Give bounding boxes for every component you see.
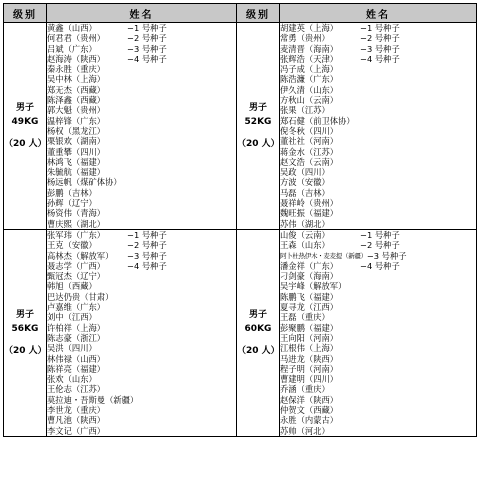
athlete-name: 张果（江苏） xyxy=(280,105,330,116)
athlete-name: 潘金祥（广东） xyxy=(280,260,339,271)
athlete-row xyxy=(47,167,236,177)
seed-label: −3 号种子 xyxy=(360,43,400,54)
athlete-name: 高林杰（解放军） xyxy=(47,250,114,261)
athlete-row xyxy=(280,157,476,167)
athlete-name: 李世龙（重庆） xyxy=(47,404,106,415)
athlete-name: 王森（山东） xyxy=(280,240,330,251)
athlete-row xyxy=(47,33,236,43)
athlete-row xyxy=(280,177,476,187)
athlete-name: 吴洪（四川） xyxy=(47,343,97,354)
athlete-name: 陈鹏飞（福建） xyxy=(280,291,339,302)
athlete-row xyxy=(280,395,476,405)
athlete-name: 郑石健（前卫体协） xyxy=(280,115,355,126)
seed-label: −3 号种子 xyxy=(366,250,407,261)
athlete-name: 程子明（河南） xyxy=(280,363,339,374)
athlete-name: 吕斌（广东） xyxy=(47,43,97,54)
athlete-name: 张军玮（广东） xyxy=(47,229,106,240)
seed-label: −4 号种子 xyxy=(360,53,400,64)
athlete-row xyxy=(47,251,236,261)
athlete-name: 仲贺文（西藏） xyxy=(280,404,339,415)
category-label: 男子 49KG xyxy=(11,102,39,127)
athlete-name: 张欢（山东） xyxy=(47,374,97,385)
athlete-row xyxy=(280,384,476,394)
athlete-row xyxy=(280,426,476,436)
athlete-row xyxy=(47,230,236,240)
athlete-row xyxy=(280,261,476,271)
seed-label: −4 号种子 xyxy=(360,260,400,271)
athlete-name: 阿卜杜热伊木・麦麦提（新疆） xyxy=(280,251,367,260)
athlete-name: 温梓锋（广东） xyxy=(47,115,106,126)
seed-label: −1 号种子 xyxy=(127,229,167,240)
names-cell xyxy=(47,229,237,436)
seed-label: −3 号种子 xyxy=(127,250,167,261)
athlete-row xyxy=(47,23,236,33)
athlete-row xyxy=(280,251,476,261)
athlete-name: 韩旭（西藏） xyxy=(47,281,97,292)
athlete-name: 王磊（重庆） xyxy=(280,312,330,323)
athlete-name: 许柏祥（上海） xyxy=(47,322,106,333)
names-cell xyxy=(280,23,477,230)
header-level-right: 级别 xyxy=(237,4,280,23)
seed-label: −3 号种子 xyxy=(127,43,167,54)
athlete-name: 倪冬秋（四川） xyxy=(280,125,339,136)
athlete-name: 曹凡池（陕西） xyxy=(47,415,106,426)
athlete-name: 孙辉（辽宁） xyxy=(47,198,97,209)
athlete-row xyxy=(280,105,476,115)
athlete-name: 杨权（黑龙江） xyxy=(47,125,106,136)
athlete-count: （20 人） xyxy=(4,138,47,149)
seed-roster-table xyxy=(3,3,477,437)
athlete-row xyxy=(280,312,476,322)
athlete-name: 胡建英（上海） xyxy=(280,23,339,33)
athlete-name: 夏寻龙（江西） xyxy=(280,302,339,313)
names-cell xyxy=(280,229,477,436)
athlete-row xyxy=(47,240,236,250)
athlete-name: 吴宇峰（解放军） xyxy=(280,281,347,292)
category-label: 男子 56KG xyxy=(11,309,39,334)
athlete-name: 郭大魁（贵州） xyxy=(47,105,106,116)
seed-label: −2 号种子 xyxy=(127,33,167,44)
athlete-count: （20 人） xyxy=(237,138,280,149)
athlete-name: 甄冠杰（辽宁） xyxy=(47,271,106,282)
athlete-row xyxy=(280,33,476,43)
athlete-name: 李文记（广西） xyxy=(47,425,106,436)
athlete-row xyxy=(47,312,236,322)
athlete-row xyxy=(280,198,476,208)
athlete-row xyxy=(47,271,236,281)
athlete-name: 山俊（云南） xyxy=(280,229,330,240)
athlete-name: 马磊（吉林） xyxy=(280,187,330,198)
athlete-name: 苏帅（河北） xyxy=(280,425,330,436)
athlete-name: 方波（安徽） xyxy=(280,177,330,188)
athlete-name: 王克（安徽） xyxy=(47,240,97,251)
category-cell xyxy=(237,229,280,436)
athlete-name: 刘中（江西） xyxy=(47,312,97,323)
athlete-name: 林鸿飞（福建） xyxy=(47,156,106,167)
athlete-name: 何君君（贵州） xyxy=(47,33,106,44)
athlete-row xyxy=(280,219,476,229)
athlete-row xyxy=(280,208,476,218)
athlete-row xyxy=(280,354,476,364)
athlete-row xyxy=(280,364,476,374)
athlete-row xyxy=(280,343,476,353)
athlete-name: 常勇（贵州） xyxy=(280,33,330,44)
athlete-row xyxy=(280,374,476,384)
athlete-name: 秦永胜（重庆） xyxy=(47,64,106,75)
athlete-name: 刁剑豪（海南） xyxy=(280,271,339,282)
athlete-name: 赵海涛（陕西） xyxy=(47,53,106,64)
athlete-row xyxy=(47,147,236,157)
athlete-row xyxy=(47,198,236,208)
athlete-name: 吴政（四川） xyxy=(280,167,330,178)
seed-label: −1 号种子 xyxy=(360,229,400,240)
category-cell xyxy=(237,23,280,230)
athlete-row xyxy=(280,240,476,250)
athlete-row xyxy=(47,85,236,95)
athlete-row xyxy=(47,54,236,64)
athlete-row xyxy=(47,136,236,146)
athlete-row xyxy=(47,384,236,394)
athlete-name: 王向阳（河南） xyxy=(280,332,339,343)
seed-label: −1 号种子 xyxy=(127,23,167,33)
athlete-name: 陈祥亮（福建） xyxy=(47,363,106,374)
seed-label: −1 号种子 xyxy=(360,23,400,33)
weight-row-1 xyxy=(4,23,477,230)
athlete-name: 林伟禄（山西） xyxy=(47,353,106,364)
athlete-name: 朱毓航（福建） xyxy=(47,167,106,178)
header-level-left: 级别 xyxy=(4,4,47,23)
athlete-name: 曹庆熙（湖北） xyxy=(47,218,106,229)
athlete-row xyxy=(280,85,476,95)
category-cell xyxy=(4,229,47,436)
athlete-row xyxy=(47,64,236,74)
athlete-row xyxy=(280,323,476,333)
athlete-row xyxy=(47,44,236,54)
weight-row-2 xyxy=(4,229,477,436)
athlete-row xyxy=(47,395,236,405)
athlete-name: 杨远帆（煤矿体协） xyxy=(47,177,122,188)
athlete-name: 陈泽鑫（西藏） xyxy=(47,95,106,106)
athlete-name: 巴达仍贵（甘肃） xyxy=(47,291,114,302)
athlete-row xyxy=(47,157,236,167)
athlete-row xyxy=(280,415,476,425)
athlete-row xyxy=(47,116,236,126)
seed-label: −2 号种子 xyxy=(360,240,400,251)
athlete-row xyxy=(47,261,236,271)
athlete-row xyxy=(280,167,476,177)
athlete-row xyxy=(280,147,476,157)
athlete-row xyxy=(47,343,236,353)
header-name-left: 姓名 xyxy=(47,4,237,23)
athlete-name: 马进龙（陕西） xyxy=(280,353,339,364)
category-label: 男子 60KG xyxy=(244,309,272,334)
athlete-name: 蒋金水（江苏） xyxy=(280,146,339,157)
athlete-row xyxy=(280,74,476,84)
seed-label: −2 号种子 xyxy=(360,33,400,44)
category-cell xyxy=(4,23,47,230)
athlete-row xyxy=(47,364,236,374)
athlete-row xyxy=(280,333,476,343)
athlete-row xyxy=(280,230,476,240)
athlete-name: 江根伟（上海） xyxy=(280,343,339,354)
athlete-name: 栗银欢（湖南） xyxy=(47,136,106,147)
seed-label: −4 号种子 xyxy=(127,53,167,64)
athlete-name: 彭聚鹏（福建） xyxy=(280,322,339,333)
athlete-row xyxy=(280,116,476,126)
athlete-row xyxy=(280,302,476,312)
athlete-name: 魏旺振（福建） xyxy=(280,208,339,219)
athlete-name: 苏伟（湖北） xyxy=(280,218,330,229)
seed-label: −4 号种子 xyxy=(127,260,167,271)
athlete-row xyxy=(280,95,476,105)
athlete-name: 陈浩濂（广东） xyxy=(280,74,339,85)
athlete-row xyxy=(280,292,476,302)
athlete-row xyxy=(47,426,236,436)
athlete-row xyxy=(47,292,236,302)
athlete-name: 赵文浩（云南） xyxy=(280,156,339,167)
athlete-name: 卢嘉维（广东） xyxy=(47,302,106,313)
athlete-name: 王伦志（江苏） xyxy=(47,384,106,395)
athlete-row xyxy=(47,177,236,187)
athlete-name: 董社社（河南） xyxy=(280,136,339,147)
athlete-row xyxy=(47,323,236,333)
athlete-row xyxy=(47,95,236,105)
athlete-row xyxy=(280,271,476,281)
header-name-right: 姓名 xyxy=(280,4,477,23)
athlete-name: 陈志豪（浙江） xyxy=(47,332,106,343)
athlete-row xyxy=(280,405,476,415)
athlete-name: 乔涵（重庆） xyxy=(280,384,330,395)
names-cell xyxy=(47,23,237,230)
athlete-name: 聂祥岭（贵州） xyxy=(280,198,339,209)
athlete-name: 方秋山（云南） xyxy=(280,95,339,106)
athlete-count: （20 人） xyxy=(4,345,47,356)
athlete-name: 伊久清（山东） xyxy=(280,84,339,95)
athlete-row xyxy=(47,405,236,415)
athlete-row xyxy=(47,219,236,229)
athlete-row xyxy=(280,136,476,146)
athlete-row xyxy=(280,23,476,33)
athlete-row xyxy=(47,105,236,115)
athlete-row xyxy=(47,302,236,312)
seed-label: −2 号种子 xyxy=(127,240,167,251)
athlete-name: 张辉浩（天津） xyxy=(280,53,339,64)
athlete-name: 吴中林（上海） xyxy=(47,74,106,85)
athlete-row xyxy=(47,281,236,291)
athlete-row xyxy=(280,126,476,136)
athlete-name: 赵保洋（陕西） xyxy=(280,394,339,405)
athlete-name: 曹建明（四川） xyxy=(280,374,339,385)
athlete-name: 冯子成（上海） xyxy=(280,64,339,75)
athlete-name: 杨资伟（青海） xyxy=(47,208,106,219)
athlete-name: 黄鑫（山西） xyxy=(47,23,97,33)
athlete-row xyxy=(280,281,476,291)
athlete-name: 董重攀（四川） xyxy=(47,146,106,157)
athlete-count: （20 人） xyxy=(237,345,280,356)
athlete-row xyxy=(47,415,236,425)
athlete-name: 彭鹏（吉林） xyxy=(47,187,97,198)
athlete-row xyxy=(47,208,236,218)
athlete-name: 聂志学（广西） xyxy=(47,260,106,271)
athlete-row xyxy=(47,126,236,136)
athlete-name: 莫拉迪・吾斯曼（新疆） xyxy=(47,394,139,405)
athlete-name: 麦清晋（海南） xyxy=(280,43,339,54)
athlete-row xyxy=(47,333,236,343)
athlete-row xyxy=(47,188,236,198)
athlete-row xyxy=(47,354,236,364)
athlete-row xyxy=(280,188,476,198)
athlete-name: 永胜（内蒙古） xyxy=(280,415,339,426)
athlete-row xyxy=(280,54,476,64)
athlete-name: 郑无杰（西藏） xyxy=(47,84,106,95)
athlete-row xyxy=(280,44,476,54)
category-label: 男子 52KG xyxy=(244,102,272,127)
header-row xyxy=(4,4,477,23)
athlete-row xyxy=(280,64,476,74)
athlete-row xyxy=(47,74,236,84)
athlete-row xyxy=(47,374,236,384)
